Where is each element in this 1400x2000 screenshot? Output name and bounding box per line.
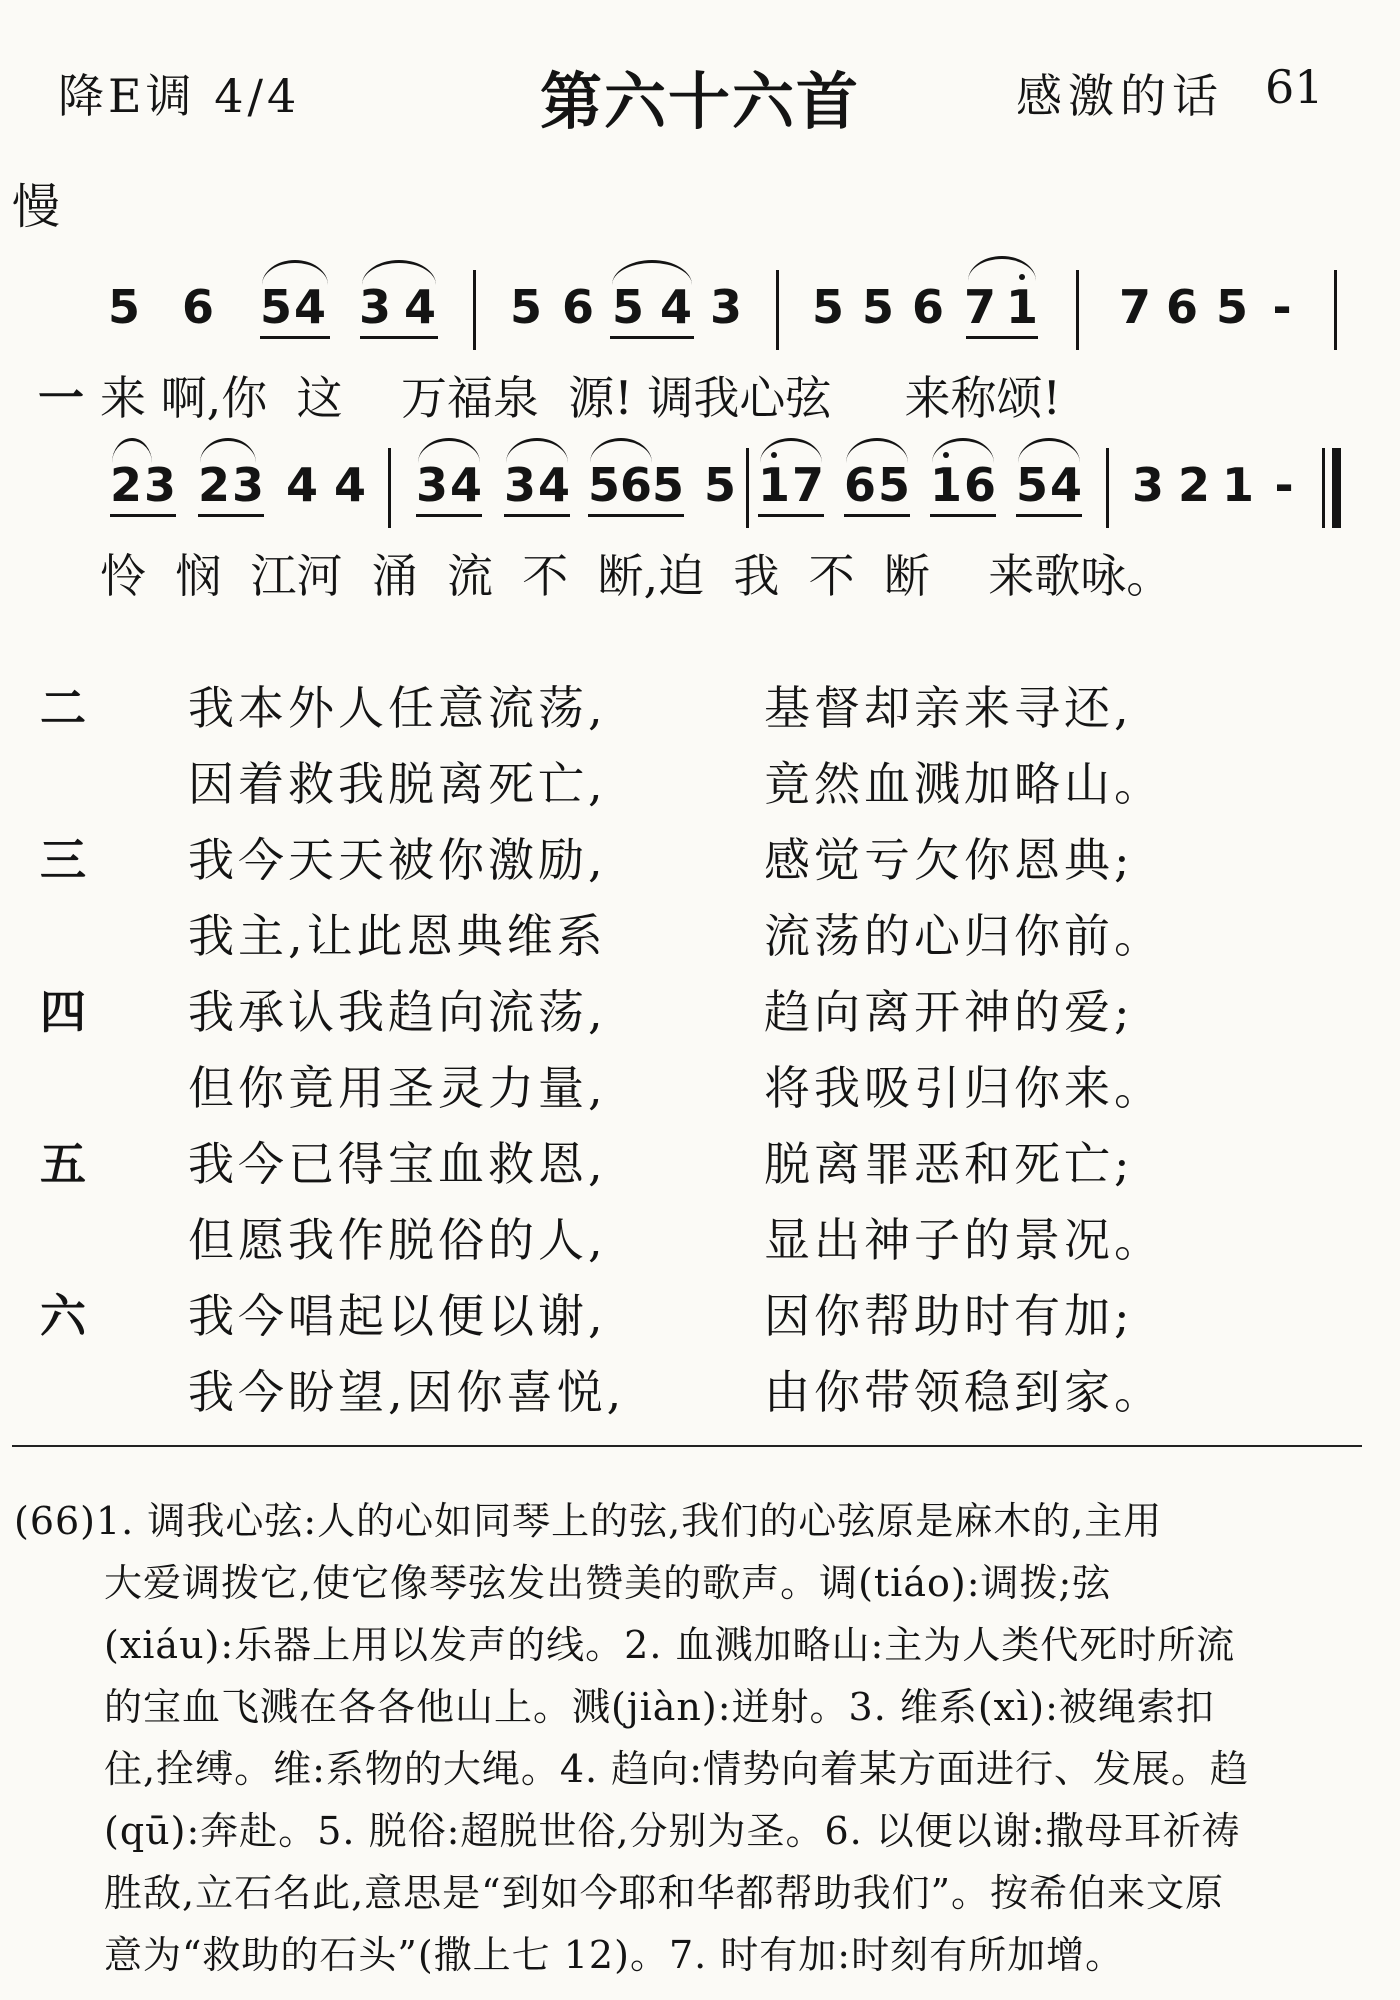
verse-line: 脱离罪恶和死亡; [764, 1137, 1134, 1191]
beam [1016, 514, 1082, 517]
note: 5 [861, 280, 895, 334]
note: 6 [911, 280, 945, 334]
note: 3 [231, 458, 265, 512]
note: 5 [877, 458, 911, 512]
verse-line: 但你竟用圣灵力量, [188, 1061, 607, 1115]
note: 4 [537, 458, 571, 512]
hymn-title: 第六十六首 [539, 65, 860, 138]
note: 4 [1049, 458, 1083, 512]
beam [758, 514, 824, 517]
slur [968, 256, 1036, 281]
beam [930, 514, 996, 517]
note: 6 [561, 280, 595, 334]
note: 5 [587, 458, 621, 512]
key-signature: 降E调 4/4 [58, 69, 301, 123]
footnote-line: 住,拴缚。维:系物的大绳。4. 趋向:情势向着某方面进行、发展。趋 [104, 1747, 1250, 1791]
slur [590, 438, 652, 463]
verse-line: 我今天天被你激励, [188, 833, 607, 887]
slur [846, 438, 908, 463]
note: 2 [1177, 458, 1211, 512]
verse-line: 但愿我作脱俗的人, [188, 1213, 607, 1267]
verse-line: 流荡的心归你前。 [764, 909, 1164, 963]
beam [110, 514, 176, 517]
bar-line [473, 270, 476, 350]
verse-line: 我今盼望,因你喜悦, [188, 1365, 626, 1419]
bar-line [1106, 448, 1109, 528]
verse-line: 我承认我趋向流荡, [188, 985, 607, 1039]
footnote-line: 胜敌,立石名此,意思是“到如今耶和华都帮助我们”。按希伯来文原 [104, 1871, 1225, 1915]
note: 2 [197, 458, 231, 512]
hymn-name: 感激的话 [1016, 69, 1224, 123]
footnote-line: (xiáu):乐器上用以发声的线。2. 血溅加略山:主为人类代死时所流 [104, 1623, 1236, 1667]
verse-line: 竟然血溅加略山。 [764, 757, 1164, 811]
note: 5 [1215, 280, 1249, 334]
note: 6 [1165, 280, 1199, 334]
note: - [1272, 280, 1292, 334]
note: 4 [403, 280, 437, 334]
note: 2 [109, 458, 143, 512]
note: 5 [811, 280, 845, 334]
note: 3 [709, 280, 743, 334]
verse-number: 二 [40, 681, 86, 735]
verse-number: 三 [40, 833, 86, 887]
verse-line: 将我吸引归你来。 [764, 1061, 1164, 1115]
slur [418, 438, 480, 463]
note: 4 [293, 280, 327, 334]
note: 4 [333, 458, 367, 512]
note: 6 [963, 458, 997, 512]
stanza-number: 一 [38, 371, 84, 425]
verse-line: 趋向离开神的爱; [764, 985, 1134, 1039]
beam [416, 514, 482, 517]
slur [1018, 438, 1080, 463]
bar-line [1076, 270, 1079, 350]
beam [504, 514, 570, 517]
note: 3 [358, 280, 392, 334]
verse-number: 五 [40, 1137, 86, 1191]
footnote-line: 大爱调拨它,使它像琴弦发出赞美的歌声。调(tiáo):调拨;弦 [104, 1561, 1112, 1605]
verse-line: 显出神子的景况。 [764, 1213, 1164, 1267]
beam [198, 514, 264, 517]
divider [12, 1445, 1362, 1447]
verse-line: 感觉亏欠你恩典; [764, 833, 1134, 887]
verse-line: 由你带领稳到家。 [764, 1365, 1164, 1419]
note: 5 [509, 280, 543, 334]
note: 1 [1221, 458, 1255, 512]
slur [112, 438, 152, 463]
note: 5 [611, 280, 645, 334]
note: 3 [415, 458, 449, 512]
note: 5 [1015, 458, 1049, 512]
note: 3 [503, 458, 537, 512]
slur [612, 260, 692, 285]
note: 7 [791, 458, 825, 512]
bar-line [776, 270, 779, 350]
note: - [1274, 458, 1294, 512]
page-number: 61 [1265, 60, 1324, 114]
notation-line-2 [0, 428, 1400, 558]
verse-line: 我本外人任意流荡, [188, 681, 607, 735]
verse-line: 我今唱起以便以谢, [188, 1289, 607, 1343]
footnote-line: 意为“救助的石头”(撒上七 12)。7. 时有加:时刻有所加增。 [104, 1933, 1125, 1977]
verse-number: 四 [40, 985, 86, 1039]
note: 1 [1005, 280, 1039, 334]
slur [262, 260, 328, 285]
slur [362, 260, 436, 285]
verse-line: 因着救我脱离死亡, [188, 757, 607, 811]
note: 7 [963, 280, 997, 334]
verse-line: 基督却亲来寻还, [764, 681, 1133, 735]
note: 4 [659, 280, 693, 334]
beam [360, 336, 438, 339]
beam [966, 336, 1038, 339]
verse-line: 因你帮助时有加; [764, 1289, 1134, 1343]
beam [260, 336, 330, 339]
beam [610, 336, 694, 339]
bar-line [1334, 270, 1337, 350]
note: 6 [181, 280, 215, 334]
note: 5 [651, 458, 685, 512]
verse-line: 我今已得宝血救恩, [188, 1137, 607, 1191]
slur [200, 438, 256, 463]
lyric-line-1: 来 啊,你 这 万福泉 源! 调我心弦 来称颂! [100, 371, 1061, 425]
verse-number: 六 [40, 1289, 86, 1343]
bar-line [388, 448, 391, 528]
final-bar-thick [1332, 448, 1341, 528]
tempo-marking: 慢 [12, 179, 61, 235]
note: 3 [1131, 458, 1165, 512]
final-bar-thin [1322, 448, 1325, 528]
footnote-line: (66)1. 调我心弦:人的心如同琴上的弦,我们的心弦原是麻木的,主用 [14, 1499, 1163, 1543]
note: 5 [259, 280, 293, 334]
beam [588, 514, 684, 517]
verse-line: 我主,让此恩典维系 [188, 909, 607, 963]
note: 4 [285, 458, 319, 512]
note: 7 [1118, 280, 1152, 334]
footnote-line: (qū):奔赴。5. 脱俗:超脱世俗,分别为圣。6. 以便以谢:撒母耳祈祷 [104, 1809, 1241, 1853]
note: 3 [143, 458, 177, 512]
notation-line-1 [0, 250, 1400, 380]
note: 6 [619, 458, 653, 512]
note: 6 [843, 458, 877, 512]
note: 1 [929, 458, 963, 512]
slur [506, 438, 568, 463]
note: 5 [703, 458, 737, 512]
beam [844, 514, 910, 517]
slur [760, 438, 822, 463]
lyric-line-2: 怜 悯 江河 涌 流 不 断,迫 我 不 断 来歌咏。 [100, 549, 1173, 603]
note: 1 [757, 458, 791, 512]
slur [932, 438, 994, 463]
note: 4 [449, 458, 483, 512]
note: 5 [107, 280, 141, 334]
footnote-line: 的宝血飞溅在各各他山上。溅(jiàn):迸射。3. 维系(xì):被绳索扣 [104, 1685, 1215, 1729]
bar-line [746, 448, 749, 528]
